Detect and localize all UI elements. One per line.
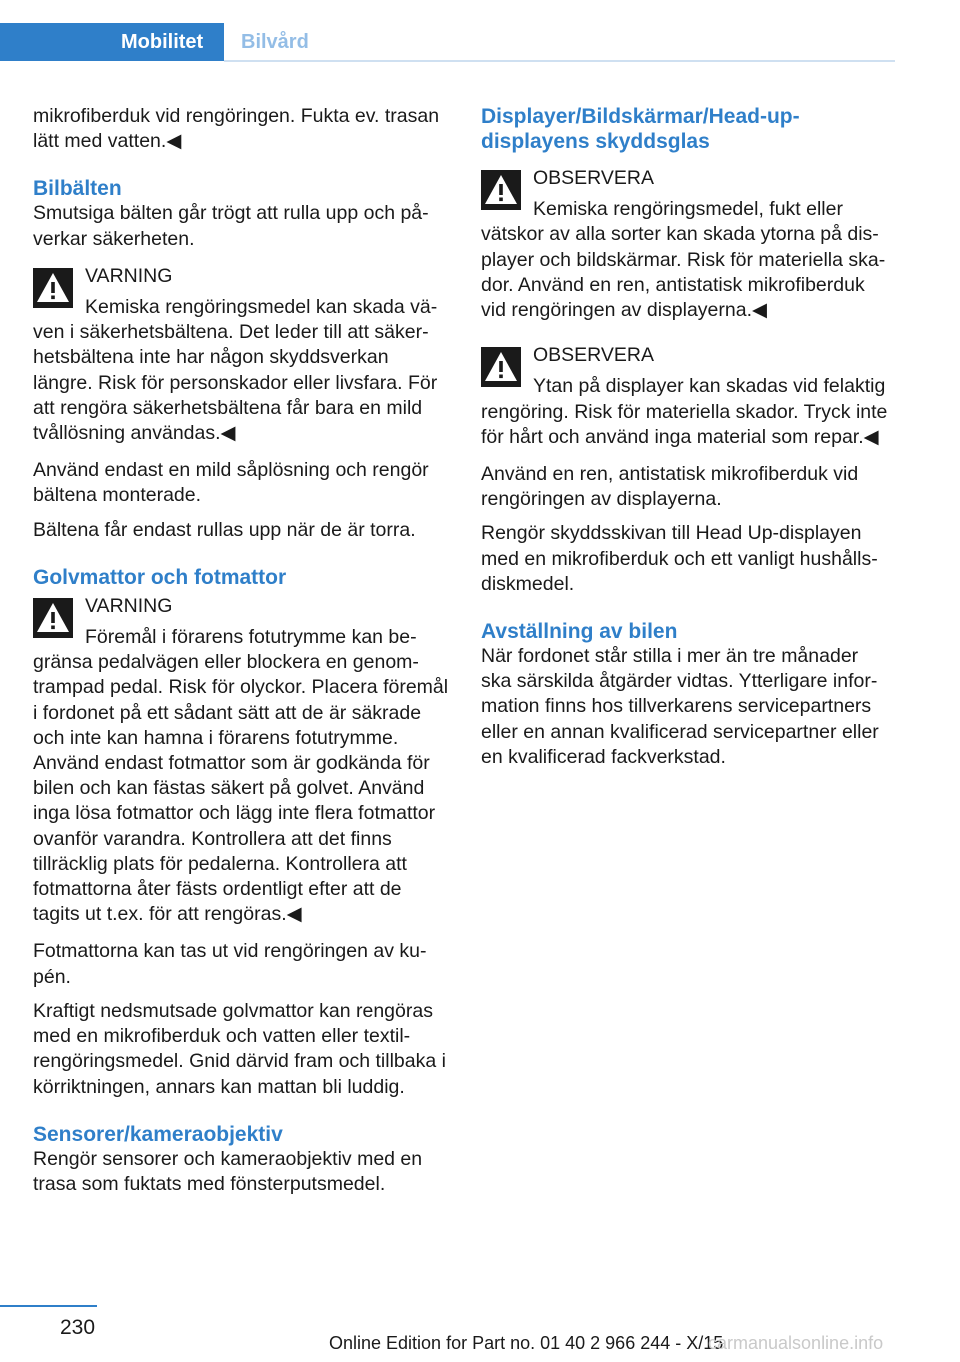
warning-text: Ytan på displayer kan skadas vid felaktig rengöring. Risk för materiella skador. Tryck inte för hårt och använd inga material som repar.◀ <box>481 375 888 448</box>
warning-text: Föremål i förarens fotutrymme kan begränsa pedalvägen eller blockera en genomtrampad pedal. Risk för olyckor. Placera föremål i fordonet på ett sådant sätt att de är säkrade och inte kan hamna i förarens fotutrymme. Använd endast fotmattor som är godkända för bilen och kan fästas säkert på golvet. Använd inga lösa fotmattor och lägg inte flera fotmattor ovanför varandra. Kontrollera att det finns tillräcklig plats för pedalerna. Kontrollera att fotmattorna åter fästs ordentligt efter att de tagits ut t.ex. för att rengöras.◀ <box>33 626 449 926</box>
displays-paragraph-2: Rengör skyddsskivan till Head Up-displayen med en mikrofiberduk och ett vanligt hushållsdiskmedel. <box>481 522 878 595</box>
warning-triangle-icon <box>33 268 73 308</box>
warning-title: OBSERVERA <box>533 344 655 367</box>
footer-rule <box>0 1305 97 1307</box>
displays-warning-2 <box>481 343 893 450</box>
warning-title: VARNING <box>85 594 173 617</box>
intro-paragraph: mikrofiberduk vid rengöringen. Fukta ev. trasan lätt med vatten.◀ <box>33 105 440 153</box>
warning-triangle-icon <box>33 598 73 638</box>
heading-avstallning: Avställning av bilen <box>481 620 678 644</box>
belts-warning <box>33 264 451 446</box>
mats-paragraph-2: Kraftigt nedsmutsade golvmattor kan rengöras med en mikrofiberduk och vatten eller textilrengöringsmedel. Gnid därvid fram och tillbaka i körriktningen, annars kan mattan bli luddig. <box>33 999 446 1098</box>
tab-mobilitet[interactable]: Mobilitet <box>0 23 224 61</box>
heading-golvmattor: Golvmattor och fotmattor <box>33 565 287 589</box>
displays-paragraph-1: Använd en ren, antistatisk mikrofiberduk vid rengöringen av displayerna. <box>481 463 859 511</box>
belts-paragraph-1: Använd endast en mild såplösning och rengör bältena monterade. <box>33 459 429 507</box>
warning-title: OBSERVERA <box>533 167 655 189</box>
edition-note: Online Edition for Part no. 01 40 2 966 244 - X/15 <box>329 1333 724 1353</box>
tab-divider <box>224 60 895 62</box>
storage-text: När fordonet står stilla i mer än tre månader ska särskilda åtgärder vidtas. Ytterligare information finns hos tillverkarens servicepartners eller en annan kvalificerad servicepartner eller en kvalificerad fackverkstad. <box>481 645 879 768</box>
warning-text: Kemiska rengöringsmedel, fukt eller vätskor av alla sorter kan skada ytorna på displayer och bildskärmar. Risk för materiella skador. Använd en ren, antistatisk mikrofiberduk vid rengöringen av displayerna.◀ <box>481 198 886 322</box>
sensors-text: Rengör sensorer och kameraobjektiv med en trasa som fuktats med fönsterputsmedel. <box>33 1147 423 1195</box>
belts-paragraph-2: Bältena får endast rullas upp när de är torra. <box>33 518 416 541</box>
displays-warning-1 <box>481 166 893 323</box>
mats-paragraph-1: Fotmattorna kan tas ut vid rengöringen av kupén. <box>33 940 427 988</box>
warning-title: VARNING <box>85 264 173 287</box>
mats-warning <box>33 594 451 928</box>
tab-bilvard[interactable]: Bilvård <box>241 30 309 53</box>
warning-triangle-icon <box>481 170 521 210</box>
warning-triangle-icon <box>481 347 521 387</box>
chapter-tabs <box>0 0 895 62</box>
belts-text: Smutsiga bälten går trögt att rulla upp och påverkar säkerheten. <box>33 202 429 250</box>
heading-displayer: Displayer/Bildskärmar/Head-up-displayens skyddsglas <box>481 105 800 153</box>
warning-text: Kemiska rengöringsmedel kan skada väven i säkerhetsbältena. Det leder till att säkerhetsbältena inte har någon skyddsverkan längre. Risk för personskador eller livsfara. För att rengöra säkerhetsbältena får bara en mild tvållösning användas.◀ <box>33 296 438 445</box>
right-column <box>481 104 893 779</box>
heading-sensorer: Sensorer/kameraobjektiv <box>33 1122 283 1146</box>
left-column <box>33 104 451 1206</box>
page-number: 230 <box>60 1316 96 1339</box>
heading-bilbalten: Bilbälten <box>33 177 122 201</box>
watermark: carmanualsonline.info <box>708 1333 884 1353</box>
